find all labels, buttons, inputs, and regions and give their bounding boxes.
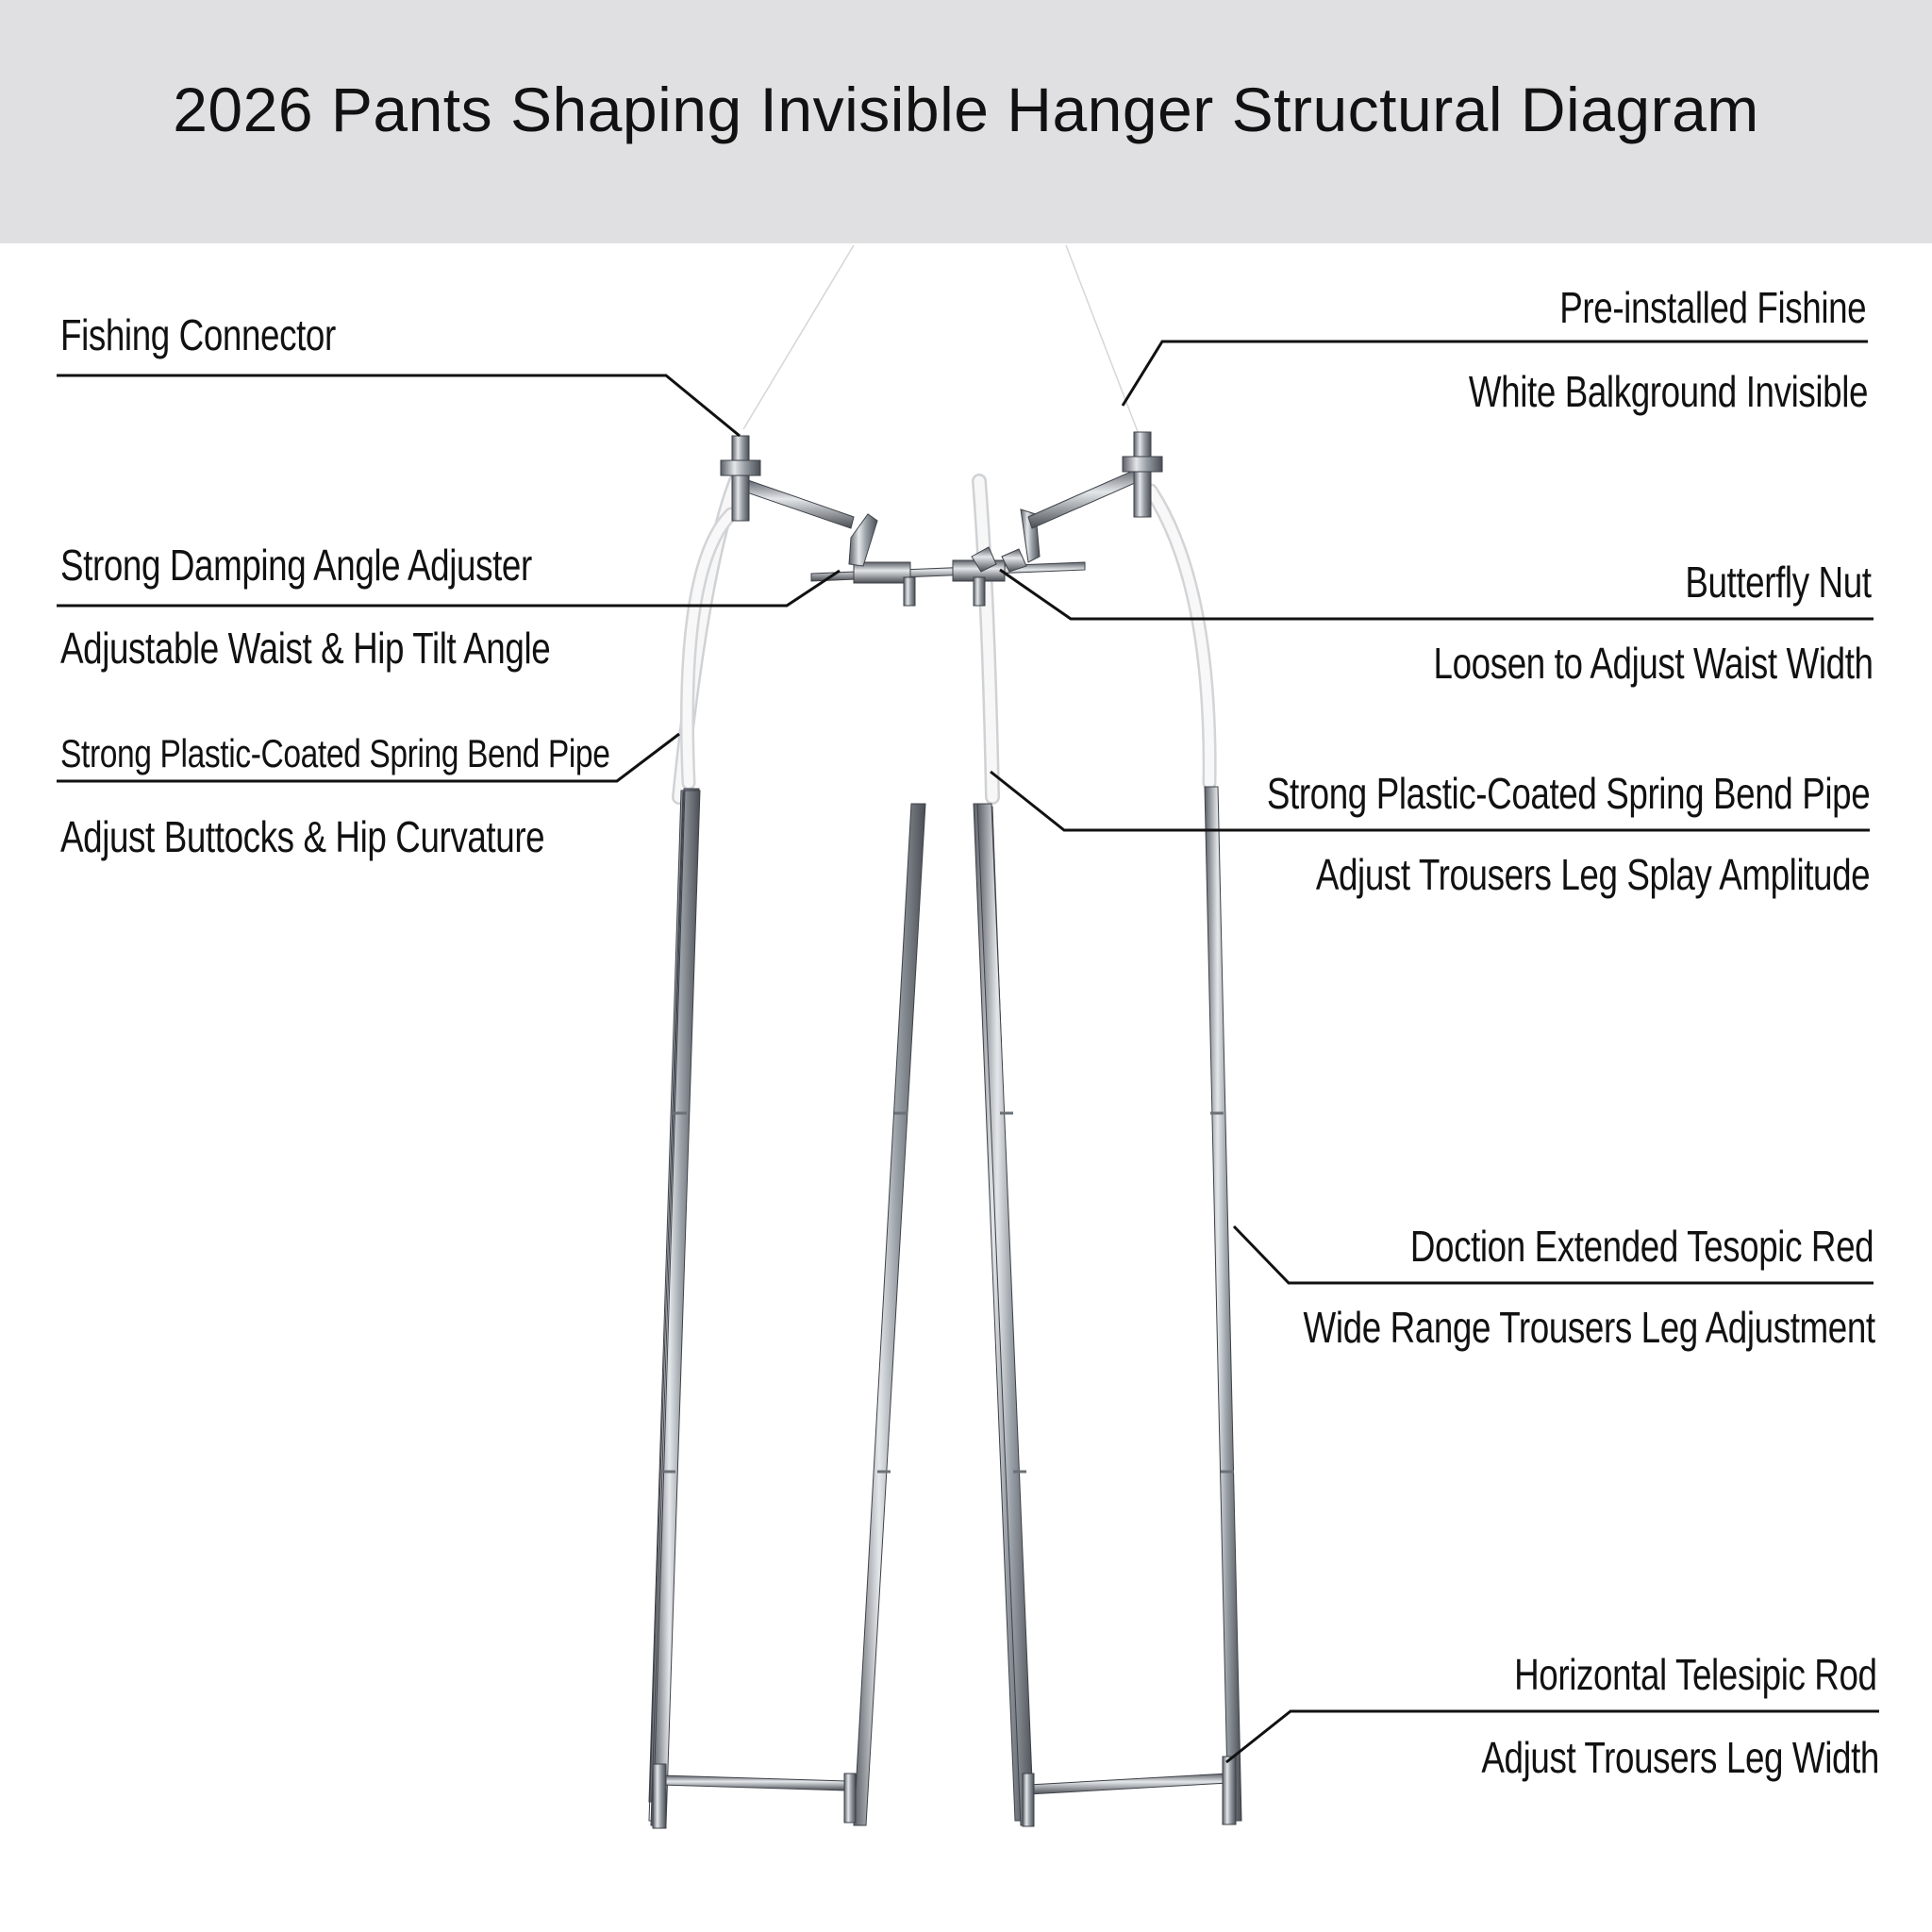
fishing-line: [743, 245, 1141, 441]
callout-angle-adjuster-title: Strong Damping Angle Adjuster: [60, 541, 532, 590]
spring-bend-pipe: [679, 481, 1209, 797]
fishing-connector: [721, 432, 1162, 521]
callout-fishing-connector: Fishing Connector: [60, 310, 336, 359]
leg-rods: [653, 787, 1241, 1825]
callout-horizontal-rod-title: Horizontal Telesipic Rod: [1514, 1650, 1877, 1699]
telescopic-rod: [649, 791, 1030, 1821]
callout-telescopic-rod-title: Doction Extended Tesopic Red: [1409, 1222, 1874, 1271]
callout-fishline-title: Pre-installed Fishine: [1559, 283, 1866, 332]
callout-spring-pipe-right-desc: Adjust Trousers Leg Splay Amplitude: [1315, 850, 1870, 899]
diagram-title: 2026 Pants Shaping Invisible Hanger Structural Diagram: [173, 75, 1759, 144]
rod-joints: [660, 1113, 1234, 1472]
callout-horizontal-rod-desc: Adjust Trousers Leg Width: [1481, 1733, 1879, 1782]
callout-butterfly-nut-title: Butterfly Nut: [1685, 558, 1872, 607]
outer-rod: [651, 789, 1028, 1825]
callout-spring-pipe-right-title: Strong Plastic-Coated Spring Bend Pipe: [1266, 769, 1870, 818]
callout-spring-pipe-left-title: Strong Plastic-Coated Spring Bend Pipe: [60, 731, 610, 775]
callout-butterfly-nut-desc: Loosen to Adjust Waist Width: [1433, 639, 1874, 688]
callout-spring-pipe-left-desc: Adjust Buttocks & Hip Curvature: [60, 812, 545, 861]
callout-telescopic-rod-desc: Wide Range Trousers Leg Adjustment: [1303, 1303, 1875, 1352]
horizontal-rod: [653, 1757, 1236, 1828]
callout-fishline-desc: White Balkground Invisible: [1468, 367, 1868, 416]
callout-angle-adjuster-desc: Adjustable Waist & Hip Tilt Angle: [60, 624, 551, 673]
hip-arm: [741, 468, 1143, 528]
